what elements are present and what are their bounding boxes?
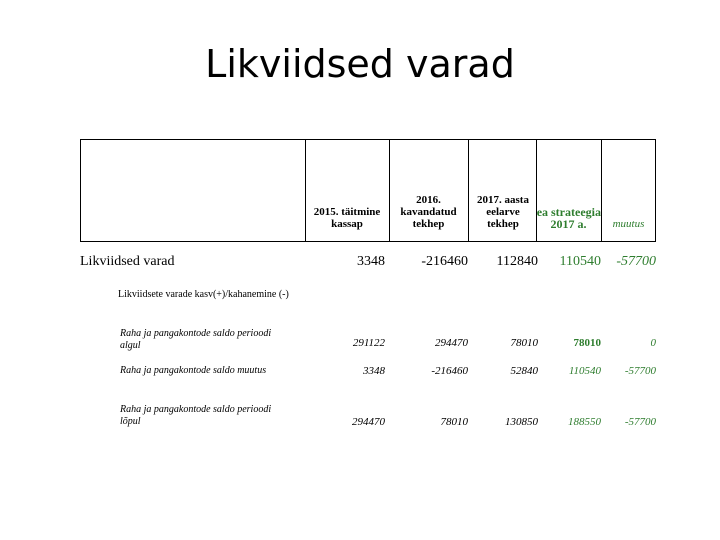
table-cell: -216460: [431, 365, 468, 377]
row-label: [120, 328, 271, 352]
table-cell: 52840: [510, 365, 538, 377]
table-cell: -57700: [624, 416, 656, 428]
column-header-2016: [389, 194, 468, 230]
column-header-line: kavandatud: [400, 206, 457, 218]
column-header-line: 2015. täitmine: [313, 206, 381, 218]
row-label-line: algul: [120, 340, 141, 351]
table-cell: -57700: [624, 365, 656, 377]
table-cell: 188550: [568, 416, 601, 428]
column-header-line: muutus: [612, 218, 645, 230]
column-divider: [468, 139, 469, 242]
table-cell: 78010: [440, 416, 468, 428]
row-label-line: lõpul: [120, 416, 141, 427]
column-header-line: 2017. aasta: [477, 194, 529, 206]
column-header-line: tekhep: [412, 218, 445, 230]
table-cell: 78010: [510, 337, 538, 349]
table-cell: 294470: [435, 337, 468, 349]
row-label: [120, 404, 271, 428]
table-cell: 110540: [568, 365, 601, 377]
summary-value: 110540: [559, 254, 601, 269]
row-label-line: Raha ja pangakontode saldo perioodi: [120, 328, 272, 339]
column-header-strategy: [536, 206, 601, 230]
slide-title: Likviidsed varad: [205, 42, 515, 86]
column-header-change: [601, 218, 656, 230]
table-cell: 0: [650, 337, 656, 349]
column-header-line: kassap: [331, 218, 363, 230]
table-cell: 130850: [505, 416, 538, 428]
summary-row-label: Likviidsed varad: [80, 254, 175, 269]
table-cell: 78010: [573, 337, 601, 349]
summary-value: 112840: [496, 254, 538, 269]
summary-value: -57700: [616, 254, 656, 269]
column-header-line: tekhep: [487, 218, 519, 230]
column-header-2015: [305, 206, 389, 230]
row-label-line: Raha ja pangakontode saldo muutus: [120, 365, 267, 376]
table-cell: 3348: [363, 365, 385, 377]
column-header-line: eelarve: [486, 206, 520, 218]
summary-value: 3348: [357, 254, 385, 269]
column-header-line: ea strateegia: [536, 206, 601, 219]
table-cell: 291122: [352, 337, 385, 349]
summary-value: -216460: [421, 254, 468, 269]
row-label: [120, 365, 266, 377]
column-header-2017-budget: [470, 194, 536, 230]
column-header-line: 2017 a.: [550, 217, 587, 230]
row-label-line: Raha ja pangakontode saldo perioodi: [120, 404, 272, 415]
table-cell: 294470: [352, 416, 385, 428]
section-label: Likviidsete varade kasv(+)/kahanemine (-): [118, 289, 289, 300]
column-header-line: 2016.: [416, 194, 441, 206]
